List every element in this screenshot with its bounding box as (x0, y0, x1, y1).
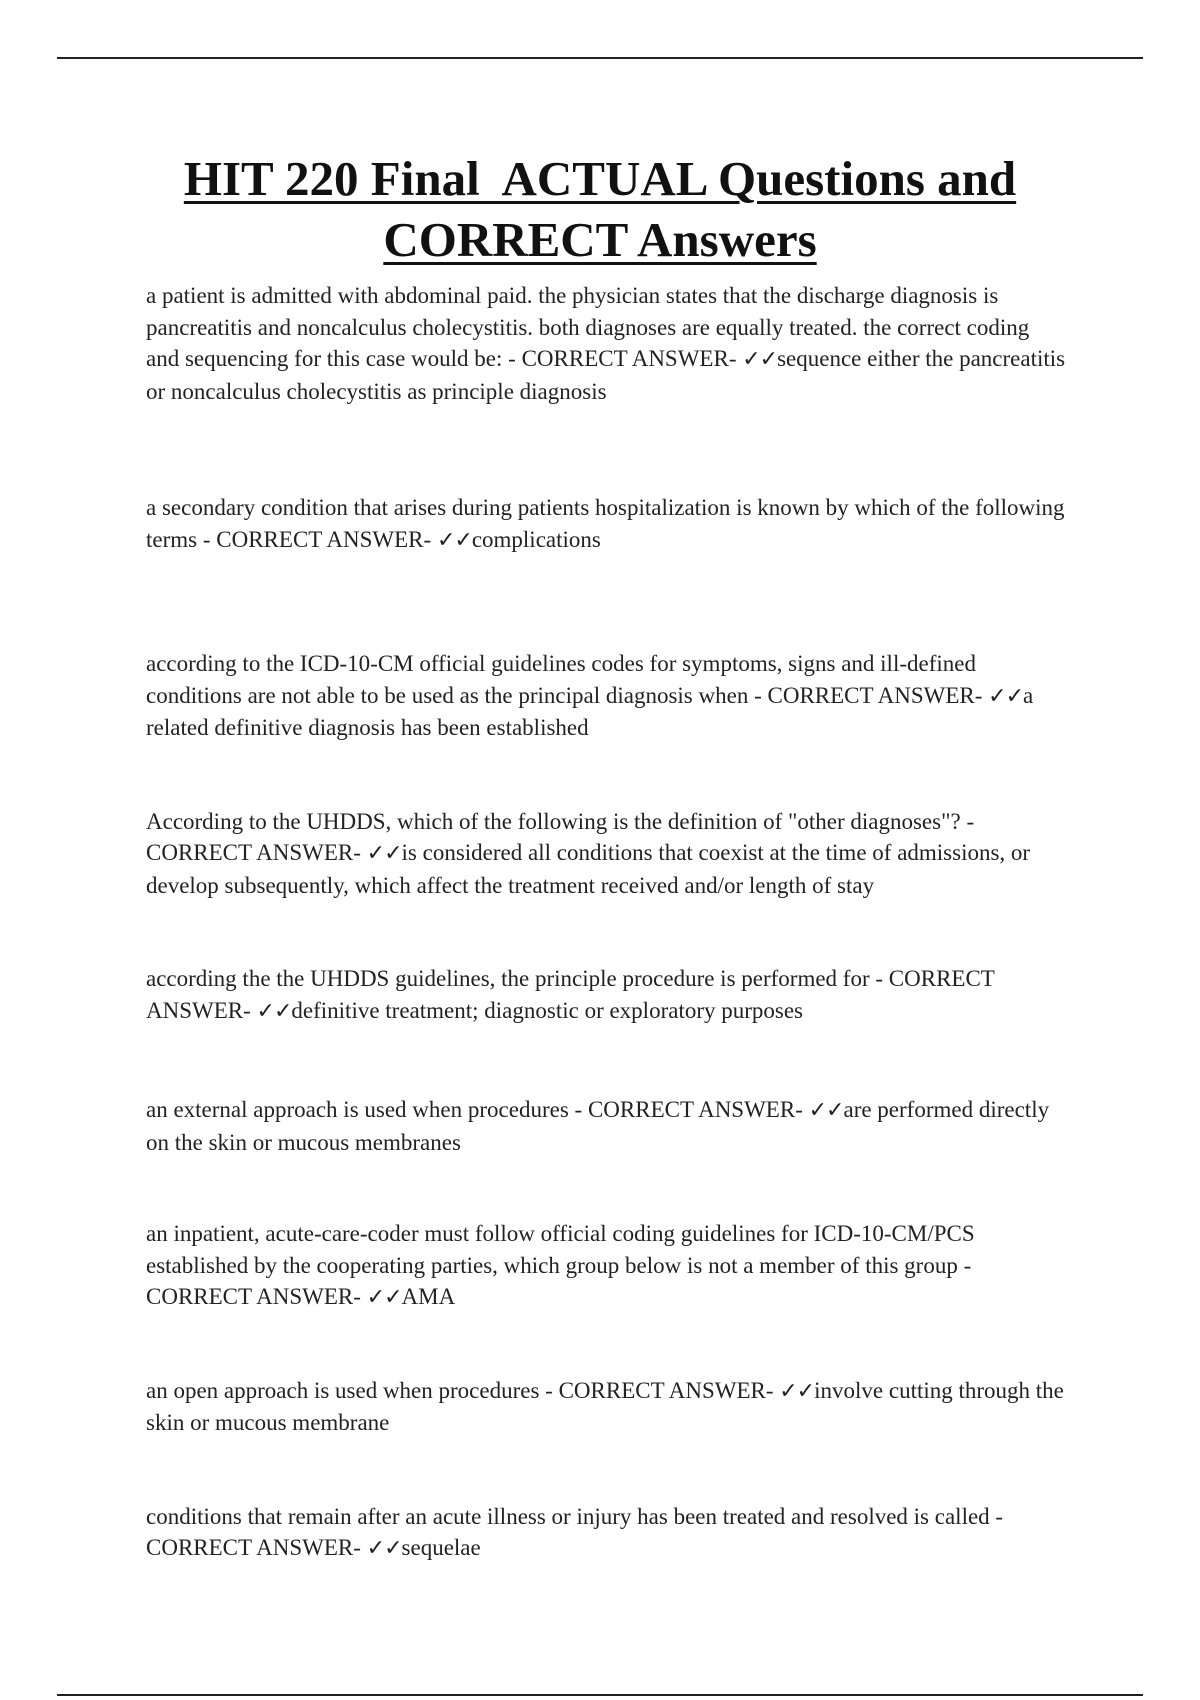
answer-marker: - CORRECT ANSWER- (574, 1097, 803, 1122)
top-rule (57, 57, 1143, 59)
check-icon: ✓✓ (436, 527, 472, 553)
qa-item-2 (146, 492, 1066, 556)
document-title (100, 148, 1100, 270)
answer-text: sequence either the pancreatitis or noncalculus cholecystitis as principle diagnosis (146, 346, 1066, 404)
answer-marker: - CORRECT ANSWER- (146, 808, 975, 865)
title-line-1: HIT 220 Final ACTUAL Questions and (183, 151, 1017, 206)
question-text: according to the ICD-10-CM official guidelines codes for symptoms, signs and ill-defined conditions are not able to be used as the principal diagnosis when (146, 651, 976, 708)
check-icon: ✓✓ (366, 841, 402, 866)
answer-text: is considered all conditions that coexist at the time of admissions, or develop subsequently, which affect the treatment received and/or length of stay (146, 840, 1031, 898)
answer-text: are performed directly on the skin or mucous membranes (146, 1097, 1050, 1155)
question-text: a patient is admitted with abdominal paid. the physician states that the discharge diagnosis is pancreatitis and noncalculus cholecystitis. both diagnoses are equally treated. the correct coding and sequencing for this case would be: (146, 283, 1030, 371)
question-text: an open approach is used when procedures (146, 1377, 540, 1403)
qa-list (146, 280, 1066, 1565)
question-text: According to the UHDDS, which of the following is the definition of "other diagnoses"? (146, 808, 961, 834)
answer-text: involve cutting through the skin or mucous membrane (146, 1377, 1064, 1435)
check-icon: ✓✓ (779, 1378, 815, 1404)
qa-item-7 (146, 1218, 1066, 1314)
question-text: a secondary condition that arises during patients hospitalization is known by which of the following terms (146, 495, 1065, 552)
bottom-rule (57, 1694, 1143, 1696)
question-text: an inpatient, acute-care-coder must follow official coding guidelines for ICD-10-CM/PCS established by the cooperating parties, which group below is not a member of this group (146, 1221, 975, 1278)
check-icon: ✓✓ (256, 998, 292, 1024)
answer-text: complications (471, 526, 601, 552)
question-text: according the the UHDDS guidelines, the principle procedure is performed for (146, 966, 870, 991)
answer-text: a related definitive diagnosis has been established (146, 682, 1034, 740)
answer-text: sequelae (401, 1535, 481, 1560)
qa-item-8 (146, 1375, 1066, 1439)
answer-text: definitive treatment; diagnostic or exploratory purposes (291, 997, 804, 1023)
question-text: an external approach is used when procedures (146, 1097, 569, 1122)
qa-item-1 (146, 280, 1066, 407)
qa-item-6 (146, 1094, 1066, 1158)
check-icon: ✓✓ (366, 1536, 402, 1561)
check-icon: ✓✓ (808, 1098, 844, 1123)
question-text: conditions that remain after an acute illness or injury has been treated and resolved is called (146, 1503, 990, 1529)
answer-marker: - CORRECT ANSWER- (146, 966, 995, 1023)
answer-marker: - CORRECT ANSWER- (754, 682, 983, 708)
answer-marker: - CORRECT ANSWER- (146, 1252, 972, 1309)
answer-marker: - CORRECT ANSWER- (508, 346, 737, 371)
check-icon: ✓✓ (988, 683, 1024, 709)
qa-item-9 (146, 1501, 1066, 1565)
answer-marker: - CORRECT ANSWER- (146, 1503, 1004, 1560)
check-icon: ✓✓ (366, 1285, 402, 1310)
qa-item-5 (146, 963, 1066, 1027)
qa-item-3 (146, 648, 1066, 744)
answer-marker: - CORRECT ANSWER- (545, 1377, 774, 1403)
check-icon: ✓✓ (742, 347, 778, 372)
answer-marker: - CORRECT ANSWER- (202, 526, 432, 552)
title-line-2: CORRECT Answers (383, 212, 817, 267)
qa-item-4 (146, 806, 1066, 902)
answer-text: AMA (401, 1284, 456, 1309)
